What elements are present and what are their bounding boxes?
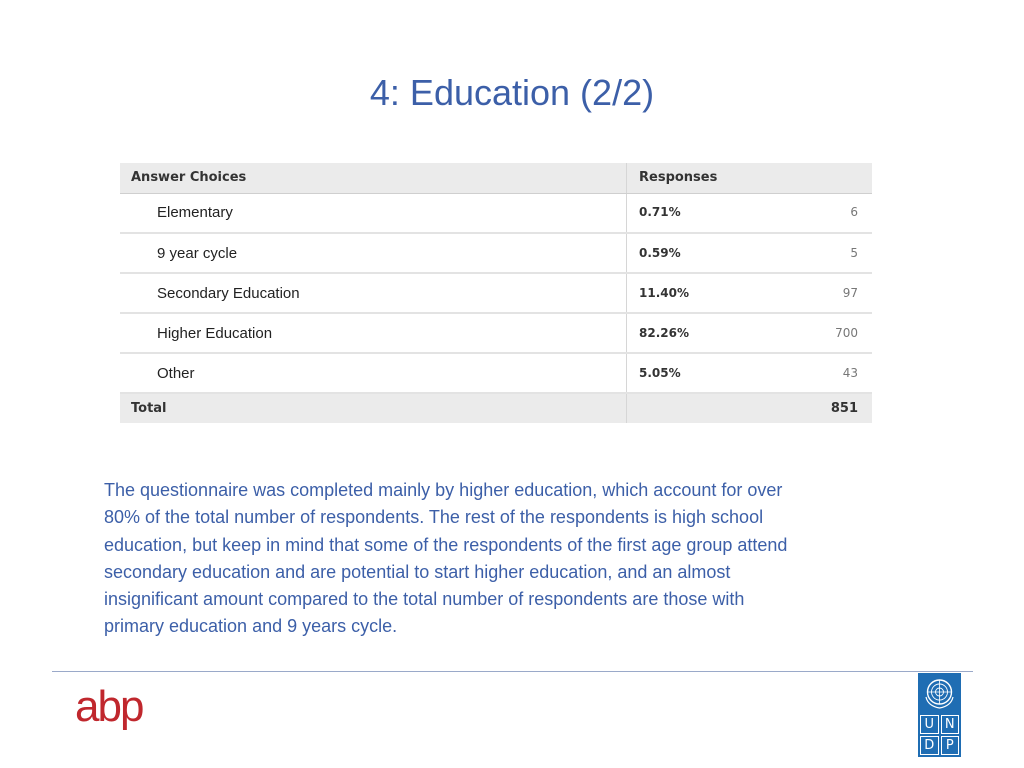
response-count: 6 [850,205,858,220]
table-row [120,353,872,393]
answer-choice: Higher Education [120,313,627,353]
response-count: 700 [835,325,858,340]
summary-line: 80% of the total number of respondents. The rest of the respondents is high school [104,507,764,528]
table-header-row [120,163,872,193]
undp-letter: D [920,736,939,755]
undp-letter: P [941,736,960,755]
response-cell [627,273,873,313]
undp-letter-grid [920,715,959,755]
footer-divider [52,671,973,672]
summary-line: The questionnaire was completed mainly by higher education, which account for over [104,480,783,500]
response-percent: 5.05% [639,365,681,380]
response-percent: 82.26% [639,325,689,340]
response-cell [627,313,873,353]
abp-logo: abp [75,682,143,731]
slide-title: 4: Education (2/2) [369,72,655,113]
response-count: 5 [850,245,858,260]
table-row [120,273,872,313]
response-count: 43 [842,365,858,380]
response-count: 97 [842,285,858,300]
response-cell [627,353,873,393]
summary-line: education, but keep in mind that some of the respondents of the first age group attend [104,534,788,555]
response-cell [627,233,873,273]
education-responses-table [120,163,872,423]
summary-line: secondary education and are potential to start higher education, and an almost [104,561,731,582]
answer-choice: 9 year cycle [120,233,627,273]
table-total-row [120,393,872,423]
undp-letter: N [941,715,960,734]
header-answer-choices: Answer Choices [120,163,627,193]
response-percent: 0.71% [639,205,681,220]
un-emblem-icon [918,673,961,713]
total-label: Total [120,393,627,423]
response-cell [627,193,873,233]
total-value: 851 [627,393,873,423]
table-row [120,313,872,353]
header-responses: Responses [627,163,873,193]
summary-line: primary education and 9 years cycle. [104,616,398,637]
response-percent: 0.59% [639,245,681,260]
response-percent: 11.40% [639,285,689,300]
summary-paragraph [104,477,924,641]
table-row [120,233,872,273]
undp-logo [918,673,961,757]
answer-choice: Elementary [120,193,627,233]
undp-letter: U [920,715,939,734]
answer-choice: Other [120,353,627,393]
summary-line: insignificant amount compared to the total number of respondents are those with [104,589,745,610]
answer-choice: Secondary Education [120,273,627,313]
table-row [120,193,872,233]
